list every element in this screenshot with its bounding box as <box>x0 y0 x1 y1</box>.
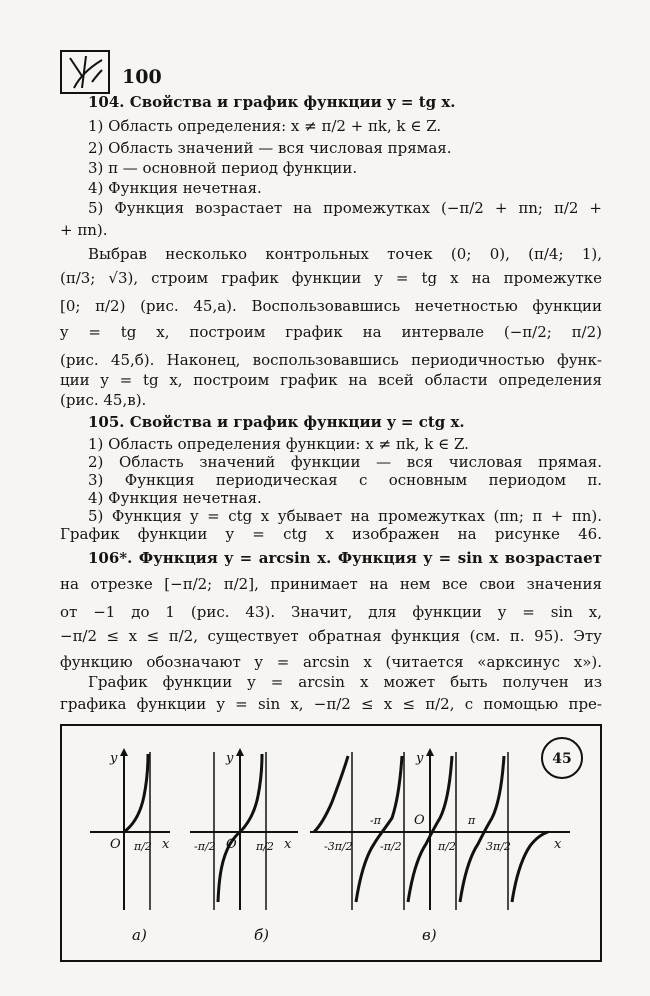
tangent-branch <box>356 756 402 902</box>
tick-minus-pi: -π <box>370 814 381 827</box>
panel-a-label: а) <box>132 926 147 944</box>
tangent-branch <box>512 832 548 902</box>
text-line: от −1 до 1 (рис. 43). Значит, для функции y = sin x, <box>60 603 602 621</box>
origin-label: O <box>110 837 121 852</box>
text-line: 1) Область определения функции: x ≠ πk, k ∈ Z. <box>88 435 469 453</box>
tick-pi: π <box>468 814 476 827</box>
section-106-heading: 106*. Функция y = arcsin x. Функция y = sin x возрастает <box>88 549 602 567</box>
panel-c-graph <box>310 748 570 944</box>
y-arrow <box>426 748 434 756</box>
text-line: (рис. 45,б). Наконец, воспользовавшись периодичностью функ- <box>60 351 602 369</box>
panel-b-label: б) <box>254 926 270 944</box>
text-line: y = tg x, построим график на интервале (−π/2; π/2) <box>60 323 602 341</box>
text-line: (π/3; √3), строим график функции y = tg x на промежутке <box>60 269 602 287</box>
text-line: Выбрав несколько контрольных точек (0; 0), (π/4; 1), <box>88 245 602 263</box>
text-line: График функции y = arcsin x может быть получен из <box>88 673 602 691</box>
axis-x-label: x <box>162 837 170 852</box>
text-line: 4) Функция нечетная. <box>88 489 262 507</box>
page-number: 100 <box>122 66 162 88</box>
text-line: 3) Функция периодическая с основным периодом π. <box>88 471 602 489</box>
section-logo-icon <box>60 50 110 94</box>
axis-x-label: x <box>554 837 562 852</box>
text-line: на отрезке [−π/2; π/2], принимает на нем все свои значения <box>60 575 602 593</box>
tick-minus-pi-over-2: -π/2 <box>194 840 216 853</box>
axis-x-label: x <box>284 837 292 852</box>
tick-minus-3pi-over-2: -3π/2 <box>324 840 353 853</box>
text-line: 1) Область определения: x ≠ π/2 + πk, k ∈ Z. <box>88 117 442 135</box>
text-line: 2) Область значений функции — вся числовая прямая. <box>88 453 602 471</box>
panel-b-graph <box>190 748 298 944</box>
text-line: 2) Область значений — вся числовая прямая. <box>88 139 452 157</box>
tick-pi-over-2: π/2 <box>256 840 274 853</box>
text-line: График функции y = ctg x изображен на рисунке 46. <box>60 525 602 543</box>
text-line: графика функции y = sin x, −π/2 ≤ x ≤ π/2, с помощью пре- <box>60 695 602 713</box>
tangent-branch <box>460 756 504 902</box>
text-line: функцию обозначают y = arcsin x (читается «арксинус x»). <box>60 653 602 671</box>
text-line: 5) Функция y = ctg x убывает на промежутках (πn; π + πn). <box>88 507 602 525</box>
text-line: 5) Функция возрастает на промежутках (−π/2 + πn; π/2 + <box>88 199 602 217</box>
section-105-heading: 105. Свойства и график функции y = ctg x. <box>88 413 465 431</box>
figure-number: 45 <box>552 751 572 767</box>
text-line: 3) π — основной период функции. <box>88 159 358 177</box>
tick-pi-over-2: π/2 <box>438 840 456 853</box>
tangent-branch <box>314 756 348 832</box>
y-arrow <box>120 748 128 756</box>
text-line: −π/2 ≤ x ≤ π/2, существует обратная функция (см. п. 95). Эту <box>60 627 602 645</box>
tick-3pi-over-2: 3π/2 <box>486 840 511 853</box>
origin-label: O <box>414 813 425 828</box>
text-line: [0; π/2) (рис. 45,а). Воспользовавшись нечетностью функции <box>60 297 602 315</box>
tick-pi-over-2: π/2 <box>134 840 152 853</box>
panel-c-label: в) <box>422 926 437 944</box>
tangent-curve <box>124 754 148 832</box>
figure-45 <box>60 724 602 962</box>
axis-y-label: y <box>110 751 118 766</box>
tick-minus-pi-over-2: -π/2 <box>380 840 402 853</box>
origin-label: O <box>226 837 237 852</box>
text-line: ции y = tg x, построим график на всей области определения <box>60 371 602 389</box>
section-104-heading: 104. Свойства и график функции y = tg x. <box>88 93 456 111</box>
text-line: + πn). <box>60 221 108 239</box>
axis-y-label: y <box>226 751 234 766</box>
axis-y-label: y <box>416 751 424 766</box>
text-line: (рис. 45,в). <box>60 391 147 409</box>
panel-a-graph <box>90 748 170 944</box>
text-line: 4) Функция нечетная. <box>88 179 262 197</box>
y-arrow <box>236 748 244 756</box>
